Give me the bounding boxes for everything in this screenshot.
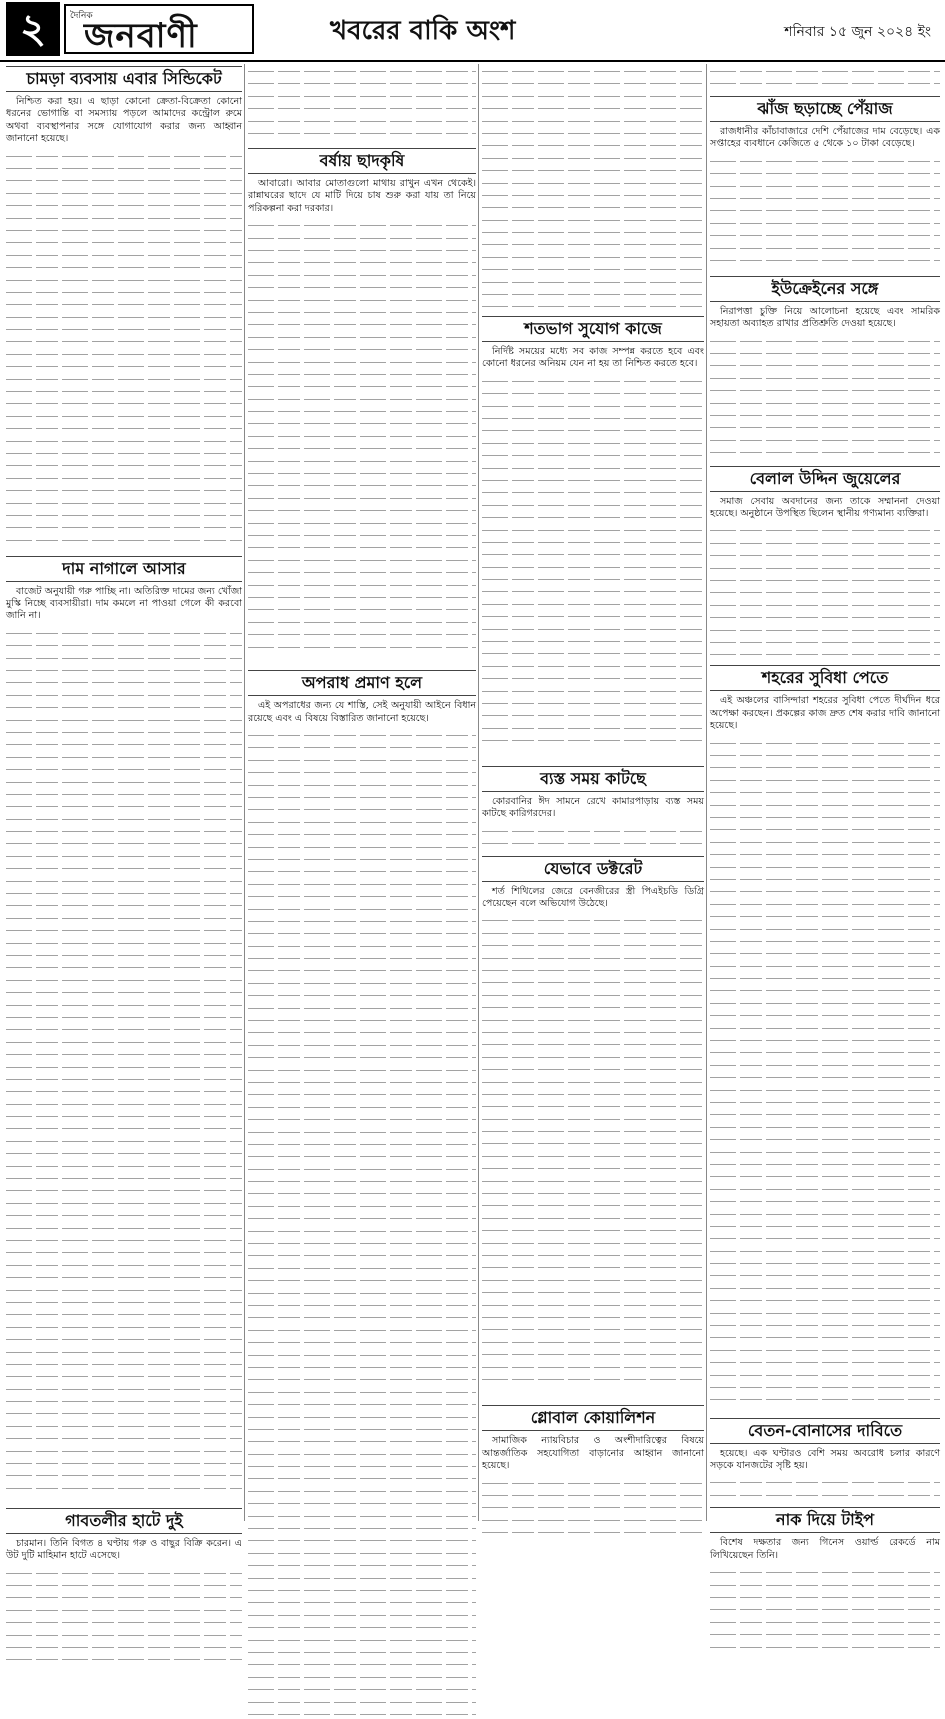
article-headline[interactable]: দাম নাগালে আসার — [6, 556, 242, 582]
article-headline[interactable]: শহরের সুবিধা পেতে — [710, 665, 940, 691]
article-body: এই অপরাধের জন্য যে শাস্তি, সেই অনুযায়ী আইনে বিধান রয়েছে এবং এ বিষয়ে বিস্তারিত জানানো হয়েছে। — [248, 700, 476, 724]
article-body: রাজধানীর কাঁচাবাজারে দেশি পেঁয়াজের দাম বেড়েছে। এক সপ্তাহের ব্যবধানে কেজিতে ৫ থেকে ১০ টাকা বেড়েছে। — [710, 126, 940, 150]
article-headline[interactable]: শতভাগ সুযোগ কাজে — [482, 316, 704, 342]
column-4 — [710, 64, 940, 1561]
column-divider — [478, 64, 479, 1521]
article-headline[interactable]: যেভাবে ডক্টরেট — [482, 856, 704, 882]
logo-small-text: দৈনিক — [70, 11, 93, 21]
article-text-block — [248, 728, 476, 1719]
column-2 — [248, 64, 476, 1521]
article-headline[interactable]: ব্যস্ত সময় কাটছে — [482, 766, 704, 792]
page-number: ২ — [6, 2, 60, 56]
article-text-block — [710, 334, 940, 464]
article-text-block — [710, 154, 940, 274]
article-headline[interactable]: অপরাধ প্রমাণ হলে — [248, 670, 476, 696]
article-body: চারমান। তিনি বিগত ৪ ঘণ্টায় গরু ও বাছুর বিক্রি করেন। এ উট দুটি মাহিমান হাটে এসেছে। — [6, 1537, 242, 1562]
article-text-block — [710, 523, 940, 663]
article-body: সমাজ সেবায় অবদানের জন্য তাকে সম্মাননা দেওয়া হয়েছে। অনুষ্ঠানে উপস্থিত ছিলেন স্থানীয় গণ্যমান্য ব্যক্তিরা। — [710, 495, 940, 520]
article-body: নিরাপত্তা চুক্তি নিয়ে আলোচনা হয়েছে এবং সামরিক সহায়তা অব্যাহত রাখার প্রতিশ্রুতি দেওয়া হয়েছে। — [710, 305, 940, 330]
article-body: শর্ত শিথিলের জেরে বেনজীরের স্ত্রী পিএইচডি ডিগ্রি পেয়েছেন বলে অভিযোগ উঠেছে। — [482, 885, 704, 910]
article-body: হয়েছে। এক ঘণ্টারও বেশি সময় অবরোধ চলার কারণে সড়কে যানজটের সৃষ্টি হয়। — [710, 1447, 940, 1472]
article-headline[interactable]: ইউক্রেইনের সঙ্গে — [710, 276, 940, 302]
article-text-block — [6, 149, 242, 554]
article-body: বাজেট অনুযায়ী গরু পাচ্ছি না। অতিরিক্ত দামের জন্য খোঁজা মুস্কি নিচ্ছে ব্যবসায়ীরা। দাম কমলে না পাওয়া গেলে কী করবো জানি না। — [6, 585, 242, 622]
article-text-block — [482, 1476, 704, 1538]
column-divider — [244, 64, 245, 1521]
issue-date: শনিবার ১৫ জুন ২০২৪ ইং — [784, 24, 931, 40]
article-text-block — [482, 824, 704, 854]
article-text-block — [482, 374, 704, 764]
masthead — [0, 0, 945, 62]
section-title: খবরের বাকি অংশ — [330, 16, 516, 46]
article-body: নির্দিষ্ট সময়ের মধ্যে সব কাজ সম্পন্ন করতে হবে এবং কোনো ধরনের অনিয়ম যেন না হয় তা নিশ্চিত করতে হবে। — [482, 346, 704, 370]
logo-main-text: জনবাণী — [84, 16, 198, 56]
article-headline[interactable]: বেলাল উদ্দিন জুয়েলের — [710, 466, 940, 492]
article-body: সামাজিক ন্যায়বিচার ও অংশীদারিত্বের বিষয়ে আন্তর্জাতিক সহযোগিতা বাড়ানোর আহ্বান জানানো হয়েছে। — [482, 1435, 704, 1472]
article-headline[interactable]: বর্ষায় ছাদকৃষি — [248, 148, 476, 174]
article-text-block — [710, 64, 940, 94]
column-3 — [482, 64, 704, 1521]
article-headline[interactable]: গ্লোবাল কোয়ালিশন — [482, 1405, 704, 1431]
article-headline[interactable]: চামড়া ব্যবসায় এবার সিন্ডিকেট — [6, 66, 242, 92]
article-body: নিশ্চিত করা হয়। এ ছাড়া কোনো ক্রেতা-বিক্রেতা কোনো ধরনের ভোগান্তি বা সমস্যায় পড়লে আমাদের কন্ট্রোল রুমে অথবা ব্যবস্থাপনার সঙ্গে যোগাযোগ করার জন্য আহ্বান জানানো হয়েছে। — [6, 96, 242, 145]
article-body: এই অঞ্চলের বাসিন্দারা শহরের সুবিধা পেতে দীর্ঘদিন ধরে অপেক্ষা করছেন। প্রকল্পের কাজ দ্রুত শেষ করার দাবি জানানো হয়েছে। — [710, 695, 940, 732]
article-text-block — [482, 913, 704, 1403]
column-1 — [6, 64, 242, 1562]
newspaper-logo[interactable] — [64, 4, 254, 54]
article-headline[interactable]: নাক দিয়ে টাইপ — [710, 1507, 940, 1533]
column-divider — [706, 64, 707, 1521]
article-text-block — [248, 64, 476, 146]
article-headline[interactable]: গাবতলীর হাটে দুই — [6, 1508, 242, 1534]
article-headline[interactable]: ঝাঁজ ছড়াচ্ছে পেঁয়াজ — [710, 96, 940, 122]
article-body: বিশেষ দক্ষতার জন্য গিনেস ওয়ার্ল্ড রেকর্ডে নাম লিখিয়েছেন তিনি। — [710, 1537, 940, 1561]
article-text-block — [6, 1566, 242, 1665]
article-text-block — [482, 64, 704, 314]
article-body: কোরবানির ঈদ সামনে রেখে কামারপাড়ায় ব্যস্ত সময় কাটছে কারিগরদের। — [482, 795, 704, 820]
article-headline[interactable]: বেতন-বোনাসের দাবিতে — [710, 1418, 940, 1444]
article-text-block — [248, 218, 476, 668]
article-text-block — [6, 626, 242, 1506]
article-text-block — [710, 1565, 940, 1652]
article-body: আবারো। আবার মোতাগুলো মাথায় রাখুন এখন থেকেই। রান্নাঘরের ছাদে যে মাটি দিয়ে চাষ শুরু করা যায় তা নিয়ে পরিকল্পনা করা দরকার। — [248, 178, 476, 214]
article-text-block — [710, 1475, 940, 1505]
article-text-block — [710, 736, 940, 1416]
